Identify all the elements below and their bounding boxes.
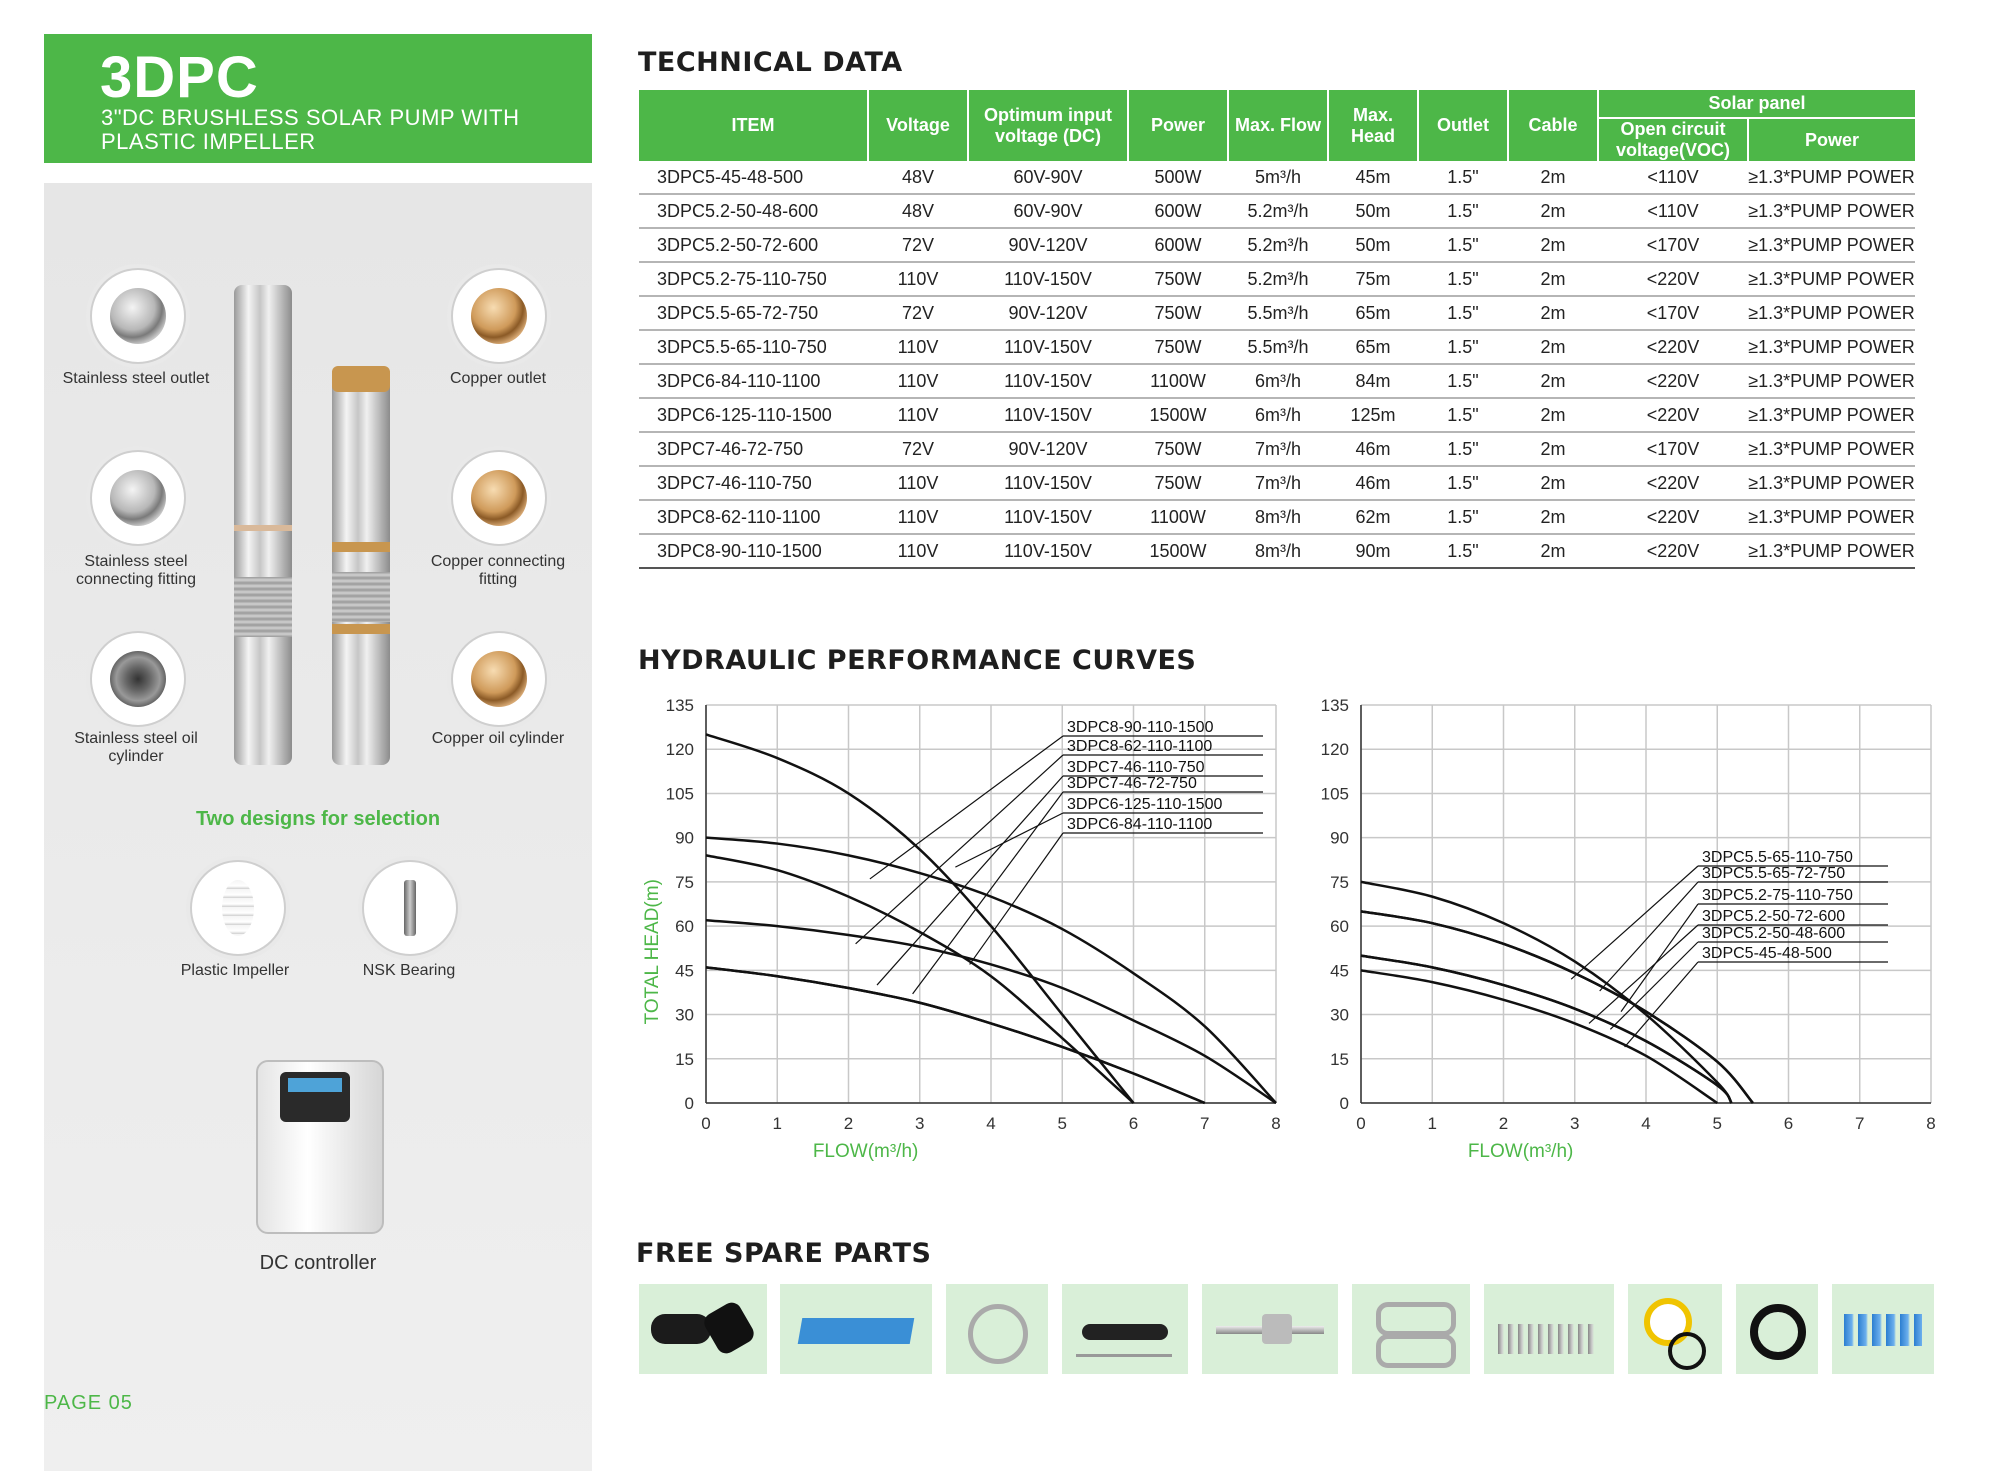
table-cell: 1100W bbox=[1128, 500, 1228, 534]
plastic-impeller-label: Plastic Impeller bbox=[180, 962, 290, 979]
model-subtitle: 3"DC BRUSHLESS SOLAR PUMP WITH PLASTIC IMPELLER bbox=[101, 105, 520, 154]
table-cell: 48V bbox=[868, 161, 968, 194]
table-cell: 2m bbox=[1508, 398, 1598, 432]
table-cell: <220V bbox=[1598, 534, 1748, 568]
table-cell: 3DPC5.2-50-48-600 bbox=[639, 194, 868, 228]
table-cell: 3DPC8-90-110-1500 bbox=[639, 534, 868, 568]
y-tick-label: 60 bbox=[1330, 917, 1349, 937]
x-tick-label: 7 bbox=[1855, 1114, 1865, 1133]
series-label: 3DPC8-90-110-1500 bbox=[1067, 719, 1214, 736]
table-cell: 110V bbox=[868, 500, 968, 534]
table-cell: 5.5m³/h bbox=[1228, 296, 1328, 330]
table-cell: 2m bbox=[1508, 500, 1598, 534]
table-cell: <170V bbox=[1598, 296, 1748, 330]
x-tick-label: 1 bbox=[772, 1114, 782, 1133]
table-cell: <220V bbox=[1598, 500, 1748, 534]
table-cell: 45m bbox=[1328, 161, 1418, 194]
table-cell: 110V-150V bbox=[968, 364, 1128, 398]
table-cell: <170V bbox=[1598, 228, 1748, 262]
table-cell: 5.2m³/h bbox=[1228, 194, 1328, 228]
table-cell: 1.5" bbox=[1418, 296, 1508, 330]
table-cell: 110V-150V bbox=[968, 500, 1128, 534]
col-max-flow: Max. Flow bbox=[1228, 90, 1328, 161]
table-cell: ≥1.3*PUMP POWER bbox=[1748, 330, 1915, 364]
leader-line bbox=[877, 776, 1063, 985]
dc-controller-image bbox=[256, 1060, 384, 1234]
table-cell: 90V-120V bbox=[968, 432, 1128, 466]
table-cell: 1.5" bbox=[1418, 330, 1508, 364]
table-cell: 6m³/h bbox=[1228, 398, 1328, 432]
table-row bbox=[639, 500, 1915, 534]
x-tick-label: 5 bbox=[1712, 1114, 1722, 1133]
table-cell: 1.5" bbox=[1418, 364, 1508, 398]
table-cell: 2m bbox=[1508, 228, 1598, 262]
table-cell: ≥1.3*PUMP POWER bbox=[1748, 466, 1915, 500]
stainless-outlet-image bbox=[90, 268, 186, 364]
table-cell: 750W bbox=[1128, 466, 1228, 500]
stainless-outlet-label: Stainless steel outlet bbox=[62, 370, 210, 387]
x-tick-label: 7 bbox=[1200, 1114, 1210, 1133]
table-cell: 750W bbox=[1128, 262, 1228, 296]
spare-part-connectors bbox=[1832, 1284, 1934, 1374]
table-cell: 90m bbox=[1328, 534, 1418, 568]
table-row bbox=[639, 466, 1915, 500]
y-tick-label: 0 bbox=[1339, 1094, 1349, 1113]
table-cell: 110V-150V bbox=[968, 534, 1128, 568]
table-cell: 2m bbox=[1508, 262, 1598, 296]
table-cell: 2m bbox=[1508, 534, 1598, 568]
table-cell: 600W bbox=[1128, 228, 1228, 262]
table-cell: 2m bbox=[1508, 330, 1598, 364]
table-cell: 750W bbox=[1128, 432, 1228, 466]
table-cell: 46m bbox=[1328, 432, 1418, 466]
technical-data-heading: TECHNICAL DATA bbox=[638, 47, 903, 78]
title-banner bbox=[44, 34, 592, 163]
copper-cylinder-image bbox=[451, 631, 547, 727]
x-tick-label: 2 bbox=[1498, 1114, 1509, 1133]
series-label: 3DPC5.2-50-48-600 bbox=[1702, 925, 1846, 942]
x-tick-label: 2 bbox=[843, 1114, 854, 1133]
table-row bbox=[639, 296, 1915, 330]
copper-outlet-label: Copper outlet bbox=[449, 370, 547, 387]
table-cell: ≥1.3*PUMP POWER bbox=[1748, 161, 1915, 194]
table-cell: 750W bbox=[1128, 330, 1228, 364]
table-cell: ≥1.3*PUMP POWER bbox=[1748, 398, 1915, 432]
y-tick-label: 75 bbox=[1330, 872, 1349, 892]
leader-line bbox=[1621, 904, 1698, 1012]
table-cell: 8m³/h bbox=[1228, 500, 1328, 534]
table-cell: 72V bbox=[868, 228, 968, 262]
table-cell: 62m bbox=[1328, 500, 1418, 534]
table-cell: 110V bbox=[868, 534, 968, 568]
table-cell: 110V-150V bbox=[968, 330, 1128, 364]
table-cell: 750W bbox=[1128, 296, 1228, 330]
table-cell: 5.5m³/h bbox=[1228, 330, 1328, 364]
x-tick-label: 6 bbox=[1783, 1114, 1794, 1133]
table-cell: 1.5" bbox=[1418, 466, 1508, 500]
table-cell: 5.2m³/h bbox=[1228, 228, 1328, 262]
table-cell: ≥1.3*PUMP POWER bbox=[1748, 500, 1915, 534]
table-cell: 110V bbox=[868, 364, 968, 398]
spare-part-o-rings bbox=[1736, 1284, 1818, 1374]
x-tick-label: 8 bbox=[1271, 1114, 1281, 1133]
table-cell: 2m bbox=[1508, 161, 1598, 194]
col-voltage: Voltage bbox=[868, 90, 968, 161]
table-cell: 110V bbox=[868, 398, 968, 432]
table-row bbox=[639, 228, 1915, 262]
table-cell: 3DPC6-84-110-1100 bbox=[639, 364, 868, 398]
y-tick-label: 60 bbox=[675, 917, 694, 937]
table-cell: 500W bbox=[1128, 161, 1228, 194]
table-cell: 2m bbox=[1508, 466, 1598, 500]
performance-chart-right bbox=[1285, 695, 1945, 1175]
col-max-head: Max. Head bbox=[1328, 90, 1418, 161]
table-cell: 65m bbox=[1328, 296, 1418, 330]
table-cell: <220V bbox=[1598, 262, 1748, 296]
spare-part-hose-clamp bbox=[946, 1284, 1048, 1374]
technical-data-table bbox=[639, 90, 1915, 569]
x-tick-label: 3 bbox=[1570, 1114, 1580, 1133]
x-axis-title: FLOW(m³/h) bbox=[812, 1141, 919, 1162]
y-tick-label: 30 bbox=[675, 1005, 694, 1025]
series-label: 3DPC6-84-110-1100 bbox=[1067, 816, 1213, 833]
table-row bbox=[639, 161, 1915, 194]
table-row bbox=[639, 364, 1915, 398]
col-cable: Cable bbox=[1508, 90, 1598, 161]
series-label: 3DPC5.2-50-72-600 bbox=[1702, 908, 1846, 925]
table-cell: 1500W bbox=[1128, 398, 1228, 432]
model-title: 3DPC bbox=[100, 45, 259, 110]
table-cell: <220V bbox=[1598, 398, 1748, 432]
stainless-fitting-label: Stainless steel connecting fitting bbox=[75, 553, 197, 588]
series-label: 3DPC5-45-48-500 bbox=[1702, 945, 1832, 962]
x-tick-label: 3 bbox=[915, 1114, 925, 1133]
x-tick-label: 4 bbox=[986, 1114, 996, 1133]
table-cell: 3DPC5-45-48-500 bbox=[639, 161, 868, 194]
leader-line bbox=[1600, 882, 1698, 991]
table-cell: <220V bbox=[1598, 466, 1748, 500]
table-row bbox=[639, 194, 1915, 228]
nsk-bearing-label: NSK Bearing bbox=[362, 962, 456, 979]
table-cell: 3DPC5.5-65-72-750 bbox=[639, 296, 868, 330]
y-tick-label: 105 bbox=[665, 784, 694, 804]
table-cell: 2m bbox=[1508, 364, 1598, 398]
y-tick-label: 135 bbox=[1320, 696, 1349, 715]
table-cell: 110V-150V bbox=[968, 262, 1128, 296]
spare-part-seal-tape bbox=[1628, 1284, 1722, 1374]
table-cell: 1.5" bbox=[1418, 500, 1508, 534]
stainless-pump-image bbox=[234, 285, 292, 765]
table-row bbox=[639, 534, 1915, 568]
x-tick-label: 4 bbox=[1641, 1114, 1651, 1133]
table-cell: 110V-150V bbox=[968, 466, 1128, 500]
table-cell: <110V bbox=[1598, 194, 1748, 228]
x-tick-label: 0 bbox=[1356, 1114, 1366, 1133]
series-line bbox=[1361, 882, 1732, 1103]
y-tick-label: 135 bbox=[665, 696, 694, 715]
series-line bbox=[1361, 911, 1753, 1103]
leader-line bbox=[870, 736, 1063, 879]
table-cell: 1100W bbox=[1128, 364, 1228, 398]
table-cell: ≥1.3*PUMP POWER bbox=[1748, 262, 1915, 296]
table-cell: 1.5" bbox=[1418, 228, 1508, 262]
table-cell: 1.5" bbox=[1418, 534, 1508, 568]
table-cell: 110V bbox=[868, 262, 968, 296]
table-cell: 7m³/h bbox=[1228, 432, 1328, 466]
col-item: ITEM bbox=[639, 90, 868, 161]
series-label: 3DPC8-62-110-1100 bbox=[1067, 738, 1213, 755]
selection-note: Two designs for selection bbox=[195, 808, 441, 830]
y-tick-label: 105 bbox=[1320, 784, 1349, 804]
table-cell: 1.5" bbox=[1418, 194, 1508, 228]
table-cell: 84m bbox=[1328, 364, 1418, 398]
series-label: 3DPC7-46-72-750 bbox=[1067, 775, 1197, 792]
col-optimum-voltage: Optimum input voltage (DC) bbox=[968, 90, 1128, 161]
table-cell: 1.5" bbox=[1418, 161, 1508, 194]
col-solar-panel: Solar panel bbox=[1598, 90, 1915, 118]
x-tick-label: 0 bbox=[701, 1114, 711, 1133]
series-line bbox=[706, 967, 1205, 1103]
x-tick-label: 5 bbox=[1057, 1114, 1067, 1133]
series-label: 3DPC5.5-65-110-750 bbox=[1702, 849, 1853, 866]
table-row bbox=[639, 398, 1915, 432]
table-cell: 8m³/h bbox=[1228, 534, 1328, 568]
spare-part-carabiners bbox=[1352, 1284, 1470, 1374]
y-tick-label: 45 bbox=[1330, 961, 1349, 981]
spare-part-screws bbox=[1484, 1284, 1614, 1374]
table-cell: 1500W bbox=[1128, 534, 1228, 568]
page-number: PAGE 05 bbox=[44, 1392, 133, 1414]
table-cell: 3DPC7-46-110-750 bbox=[639, 466, 868, 500]
table-cell: 7m³/h bbox=[1228, 466, 1328, 500]
series-line bbox=[1361, 956, 1732, 1103]
table-cell: <170V bbox=[1598, 432, 1748, 466]
table-cell: 50m bbox=[1328, 228, 1418, 262]
table-cell: 2m bbox=[1508, 432, 1598, 466]
series-line bbox=[1361, 956, 1732, 1103]
x-axis-title: FLOW(m³/h) bbox=[1467, 1141, 1574, 1162]
series-label: 3DPC5.5-65-72-750 bbox=[1702, 865, 1846, 882]
y-tick-label: 120 bbox=[1320, 740, 1349, 760]
table-cell: <220V bbox=[1598, 330, 1748, 364]
series-label: 3DPC5.2-75-110-750 bbox=[1702, 887, 1853, 904]
curves-heading: HYDRAULIC PERFORMANCE CURVES bbox=[638, 645, 1197, 676]
spare-part-shaft bbox=[1202, 1284, 1338, 1374]
table-cell: 600W bbox=[1128, 194, 1228, 228]
copper-fitting-label: Copper connecting fitting bbox=[430, 553, 566, 588]
table-cell: 3DPC6-125-110-1500 bbox=[639, 398, 868, 432]
table-cell: 1.5" bbox=[1418, 398, 1508, 432]
table-cell: 5m³/h bbox=[1228, 161, 1328, 194]
y-tick-label: 45 bbox=[675, 961, 694, 981]
table-cell: 60V-90V bbox=[968, 161, 1128, 194]
series-label: 3DPC7-46-110-750 bbox=[1067, 759, 1205, 776]
spare-part-tools bbox=[1062, 1284, 1188, 1374]
table-cell: 2m bbox=[1508, 194, 1598, 228]
series-label: 3DPC6-125-110-1500 bbox=[1067, 796, 1223, 813]
table-cell: ≥1.3*PUMP POWER bbox=[1748, 534, 1915, 568]
dc-controller-label: DC controller bbox=[259, 1252, 377, 1274]
stainless-cylinder-image bbox=[90, 631, 186, 727]
table-row bbox=[639, 432, 1915, 466]
series-line bbox=[1361, 970, 1717, 1103]
table-cell: 75m bbox=[1328, 262, 1418, 296]
table-cell: 72V bbox=[868, 296, 968, 330]
table-cell: 46m bbox=[1328, 466, 1418, 500]
spare-part-heat-shrink bbox=[780, 1284, 932, 1374]
table-cell: 3DPC8-62-110-1100 bbox=[639, 500, 868, 534]
performance-chart-left bbox=[630, 695, 1290, 1175]
col-outlet: Outlet bbox=[1418, 90, 1508, 161]
table-cell: 3DPC5.5-65-110-750 bbox=[639, 330, 868, 364]
table-row bbox=[639, 262, 1915, 296]
table-cell: 50m bbox=[1328, 194, 1418, 228]
table-cell: 65m bbox=[1328, 330, 1418, 364]
y-tick-label: 15 bbox=[675, 1049, 694, 1069]
table-cell: 90V-120V bbox=[968, 228, 1128, 262]
table-row bbox=[639, 330, 1915, 364]
table-cell: 3DPC7-46-72-750 bbox=[639, 432, 868, 466]
col-panel-power: Power bbox=[1748, 118, 1915, 161]
table-cell: 90V-120V bbox=[968, 296, 1128, 330]
x-tick-label: 6 bbox=[1128, 1114, 1139, 1133]
table-cell: 2m bbox=[1508, 296, 1598, 330]
copper-fitting-image bbox=[451, 450, 547, 546]
y-tick-label: 90 bbox=[675, 828, 694, 848]
table-cell: <220V bbox=[1598, 364, 1748, 398]
copper-cylinder-label: Copper oil cylinder bbox=[431, 730, 565, 747]
y-tick-label: 75 bbox=[675, 872, 694, 892]
table-cell: 125m bbox=[1328, 398, 1418, 432]
table-cell: 1.5" bbox=[1418, 262, 1508, 296]
table-cell: ≥1.3*PUMP POWER bbox=[1748, 296, 1915, 330]
nsk-bearing-image bbox=[362, 860, 458, 956]
y-tick-label: 30 bbox=[1330, 1005, 1349, 1025]
col-power: Power bbox=[1128, 90, 1228, 161]
y-axis-title: TOTAL HEAD(m) bbox=[642, 879, 663, 1025]
spare-parts-heading: FREE SPARE PARTS bbox=[636, 1238, 932, 1269]
y-tick-label: 120 bbox=[665, 740, 694, 760]
plastic-impeller-image bbox=[190, 860, 286, 956]
table-cell: 110V bbox=[868, 466, 968, 500]
table-cell: 3DPC5.2-75-110-750 bbox=[639, 262, 868, 296]
spare-part-cable-sleeves bbox=[639, 1284, 767, 1374]
table-cell: 6m³/h bbox=[1228, 364, 1328, 398]
table-cell: <110V bbox=[1598, 161, 1748, 194]
table-cell: ≥1.3*PUMP POWER bbox=[1748, 228, 1915, 262]
series-line bbox=[1361, 911, 1753, 1103]
copper-outlet-image bbox=[451, 268, 547, 364]
leader-line bbox=[1571, 866, 1698, 979]
table-cell: 60V-90V bbox=[968, 194, 1128, 228]
table-cell: 1.5" bbox=[1418, 432, 1508, 466]
y-tick-label: 0 bbox=[684, 1094, 694, 1113]
stainless-cylinder-label: Stainless steel oil cylinder bbox=[74, 730, 198, 765]
stainless-fitting-image bbox=[90, 450, 186, 546]
x-tick-label: 1 bbox=[1427, 1114, 1437, 1133]
y-tick-label: 15 bbox=[1330, 1049, 1349, 1069]
series-line bbox=[706, 967, 1205, 1103]
table-cell: ≥1.3*PUMP POWER bbox=[1748, 364, 1915, 398]
col-voc: Open circuit voltage(VOC) bbox=[1598, 118, 1748, 161]
x-tick-label: 8 bbox=[1926, 1114, 1936, 1133]
table-cell: ≥1.3*PUMP POWER bbox=[1748, 432, 1915, 466]
table-cell: 110V bbox=[868, 330, 968, 364]
copper-pump-image bbox=[332, 372, 390, 765]
table-cell: 48V bbox=[868, 194, 968, 228]
y-tick-label: 90 bbox=[1330, 828, 1349, 848]
table-cell: ≥1.3*PUMP POWER bbox=[1748, 194, 1915, 228]
table-cell: 3DPC5.2-50-72-600 bbox=[639, 228, 868, 262]
table-cell: 110V-150V bbox=[968, 398, 1128, 432]
table-cell: 5.2m³/h bbox=[1228, 262, 1328, 296]
leader-line bbox=[955, 813, 1063, 867]
table-cell: 72V bbox=[868, 432, 968, 466]
